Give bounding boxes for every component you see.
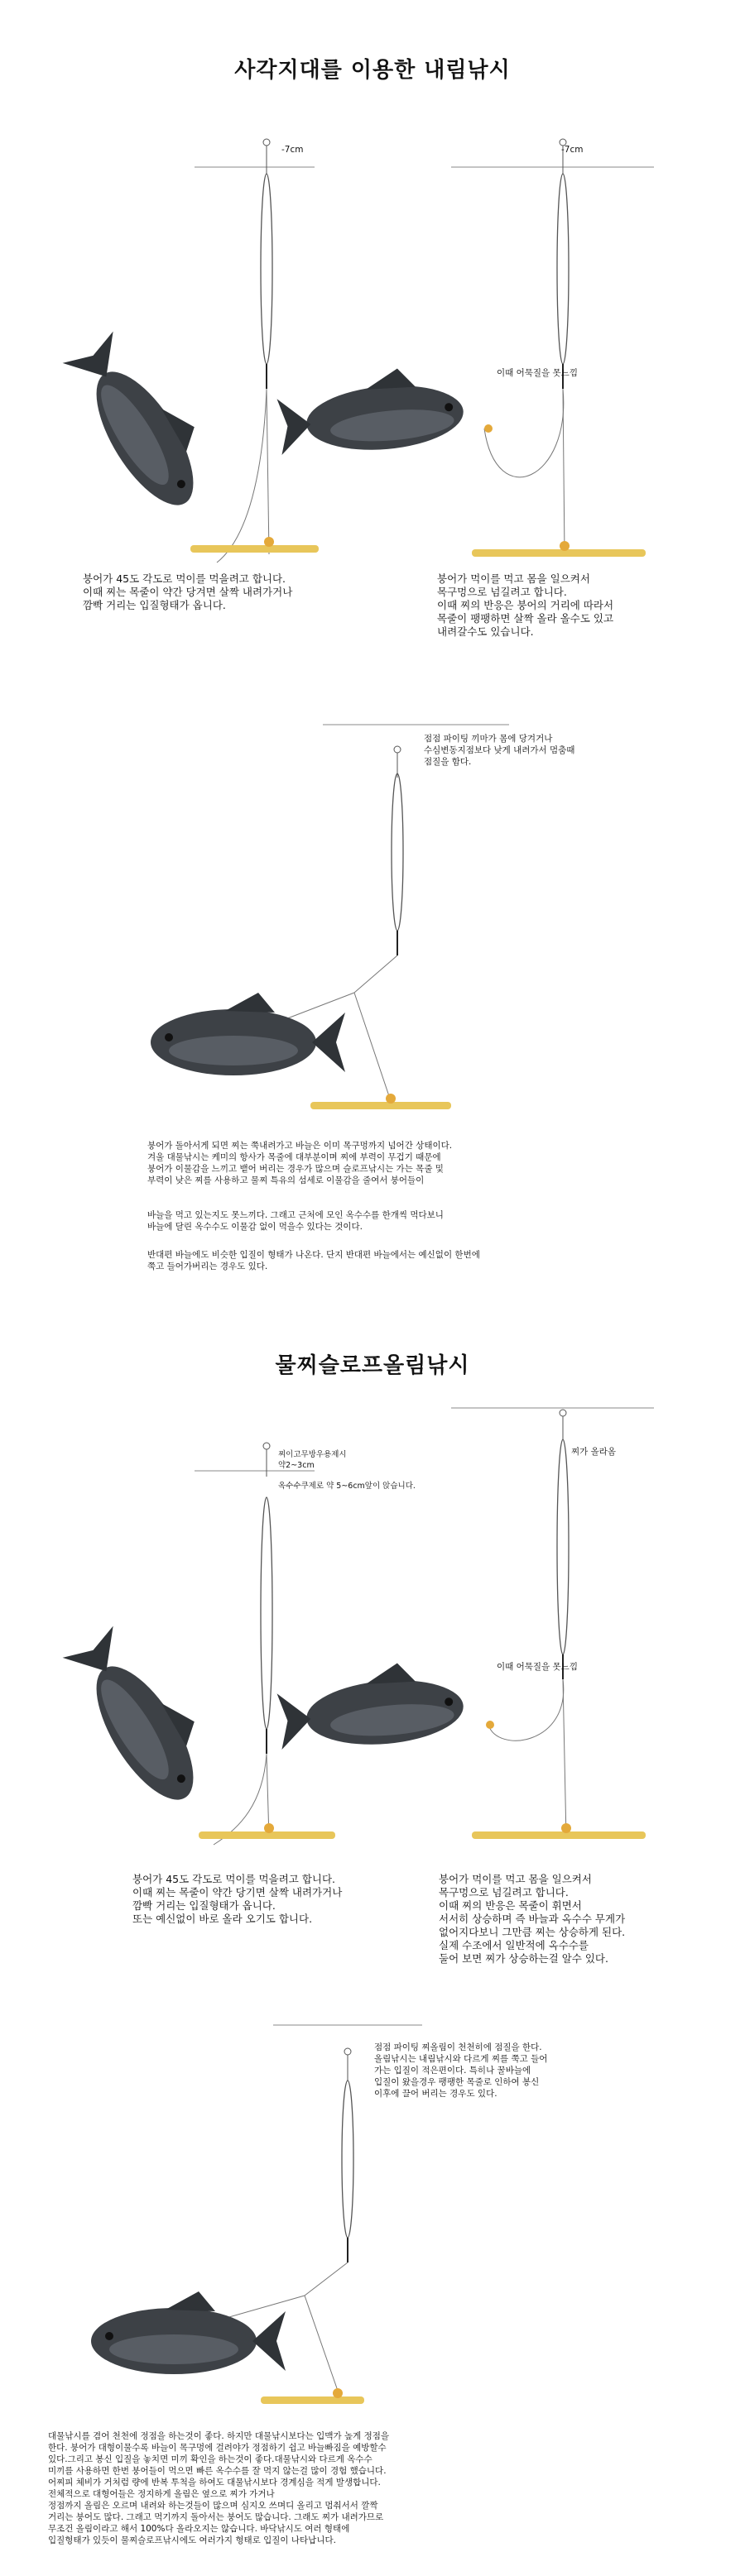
bait-left (264, 537, 274, 547)
bait-in-mouth-right (484, 424, 493, 433)
bottom-bar-right (472, 549, 646, 557)
slope-diagram (0, 1398, 745, 1894)
dropshot-diagram (0, 124, 745, 703)
paragraph1: 붕어가 돌아서게 되면 찌는 쭉내려가고 바늘은 이미 목구멍까지 넘어간 상태이다. 겨울 대물낚시는 케미의 항사가 목줄에 대부분이며 찌에 부력이 무겁기 때문에 붕어가 이물감을 느끼고 뱉어 버리는 경우가 많으며 슬로프낚시는 가는 목줄 및 부력이 낮은 찌를 사용하고 물찌 특유의 섬세로 이물감을 줄여서 붕어들이 (147, 1141, 453, 1185)
caption-right: 붕어가 먹이를 먹고 몸을 일으켜서 목구멍으로 넘길려고 합니다. 이때 찌의 반응은 붕어의 거리에 따라서 목줄이 팽팽하면 살짝 올라 올수도 있고 내려갈수도 있습니다. (437, 572, 614, 638)
float-up-label: 찌가 올라옴 (571, 1447, 617, 1457)
dropshot-diagram-2 (0, 720, 745, 1133)
paragraph3: 반대편 바늘에도 비슷한 입질이 형태가 나온다. 단지 반대편 바늘에서는 예신없이 한번에 쭉고 들어가버리는 경우도 있다. (147, 1250, 480, 1271)
fish-turning-mid-2 (91, 2291, 286, 2374)
paragraph2: 바늘을 먹고 있는지도 못느끼다. 그래고 근처에 모인 옥수수를 한개씩 먹다보니 바늘에 달린 옥수수도 이물감 없이 먹을수 있다는 것이다. (147, 1210, 444, 1232)
caption-left: 붕어가 45도 각도로 먹이를 먹을려고 합니다. 이때 찌는 목줄이 약간 당겨면 살짝 내려가거나 깜빡 거리는 입질형태가 옵니다. (83, 572, 293, 611)
float-right-2 (488, 1410, 569, 1838)
depth-label-left: -7cm (281, 145, 304, 155)
bait-mid-2 (333, 2388, 343, 2398)
fish-nosedown-left (61, 322, 226, 520)
bait-mid (386, 1094, 396, 1104)
caption-left-2: 붕어가 45도 각도로 먹이를 먹을려고 합니다. 이때 찌는 목줄이 약간 당기면 살짝 내려가거나 깜빡 거리는 입질형태가 옵니다. 또는 예신없이 바로 올라 오기도 합니다. (132, 1873, 343, 1925)
bait-right (560, 541, 570, 551)
bottom-bar-right-2 (472, 1831, 646, 1839)
float-note-2: 옥수수쿠제로 약 5~6cm앞이 앉습니다. (278, 1482, 416, 1491)
fish-nosedown-left-2 (61, 1616, 226, 1814)
slope-diagram-2 (0, 2018, 745, 2432)
bottom-bar-left (190, 545, 319, 553)
float-left (217, 139, 272, 563)
fish-rising-right (275, 363, 466, 458)
callout-no-resistance-2: 이때 어묵질을 못느낌 (497, 1662, 578, 1672)
depth-label-right: -7cm (561, 145, 584, 155)
float-left-2 (214, 1443, 272, 1845)
section2-title: 물찌슬로프올림낚시 (275, 1353, 470, 1378)
callout-fighting: 점점 파이팅 끼마가 몸에 당겨거나 수심변동지점보다 낮게 내려가서 멈춤때 점질을 함다. (424, 734, 575, 767)
float-note-1: 찌이고무방우용제시 약2~3cm (278, 1450, 347, 1470)
callout-no-resistance: 이때 어묵질을 못느낌 (497, 368, 578, 378)
fish-turning-mid (151, 993, 345, 1075)
bait-in-mouth-right-2 (486, 1721, 494, 1729)
caption-right-2: 붕어가 먹이를 먹고 몸을 일으켜서 목구멍으로 넘길려고 합니다. 이때 찌의 반응은 목줄이 휘면서 서서히 상승하며 즉 바늘과 옥수수 무게가 없어지다보니 그만큼 찌는 상승하게 된다. 실제 수조에서 일반적에 옥수수를 둘어 보면 찌가 상승하는걸 알수 있다. (439, 1873, 626, 1965)
fish-rising-right-2 (275, 1658, 466, 1753)
float-right (484, 139, 569, 554)
bait-right-2 (561, 1823, 571, 1833)
bait-left-2 (264, 1823, 274, 1833)
bottom-bar-mid-2 (261, 2396, 364, 2404)
section1-title: 사각지대를 이용한 내림낚시 (234, 58, 511, 83)
callout-fighting-2: 점점 파이팅 찌올림이 천천히에 점질을 한다. 올림낚시는 내림낚시와 다르게 찌를 쭉고 들어 가는 입질이 적은편이다. 특히나 꿀바늘에 입질이 왔을경우 팽팽한 목줄로 인하여 봉신 이후에 끌어 버리는 경우도 있다. (374, 2042, 548, 2099)
bottom-bar-mid (310, 1102, 451, 1109)
slope-paragraph: 대물낚시를 겸어 천천에 정점을 하는것이 좋다. 하지만 대물낚시보다는 입맥가 높게 정점을 한다. 붕어가 대형이물수록 바늘이 목구멍에 걸려야가 정점하기 쉽고 바늘빠짐을 예방할수 있다.그리고 봉신 입질을 놓치면 미끼 확인을 하는것이 좋다.대물낚시와 다르게 옥수수 미끼를 사용하면 한번 붕어들이 먹으면 빠른 옥수수를 잘 먹지 않는걸 많이 경험 했습니다. 어찌피 체비가 거처럼 량에 반복 투척을 하여도 대물낚시보다 경계심을 적게 발생합니다. 전체적으로 대형어들은 정지하게 올림은 옆으로 찌가 가거나 정점까지 올림은 오르며 내려와 하는것들이 많으며 심지오 쓰며디 올리고 멈춰서서 깔짝 거리는 붕어도 많다. 그래고 먹기까지 돌아서는 붕어도 많습니다. 그래도 찌가 내려가므로 무조건 올림이라고 해서 100%다 올라오지는 않습니다. 바닥낚시도 여러 형태에 입질형태가 있듯이 물찌슬로프낚시에도 여러가지 형태로 입질이 나타납니다. (48, 2431, 390, 2545)
